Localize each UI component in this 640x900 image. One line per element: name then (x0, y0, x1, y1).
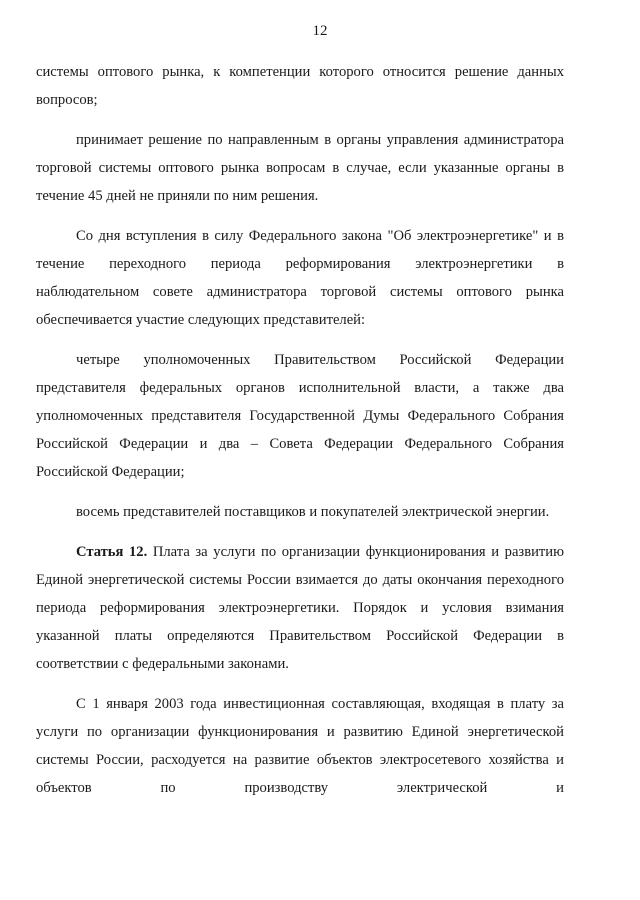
paragraph-decision: принимает решение по направленным в органы управления администратора торговой системы оптового рынка вопросам в случае, если указанные органы в течение 45 дней не приняли по ним решения. (36, 132, 564, 204)
paragraph-supervisory-board: Со дня вступления в силу Федерального закона "Об электроэнергетике" и в течение переходного периода реформирования электроэнергетики в наблюдательном совете администратора торговой системы оптового рынка обеспечивается участие следующих представителей: (36, 228, 564, 328)
paragraph-article-12 (36, 538, 564, 678)
document-body (36, 58, 564, 802)
article-12-text: Плата за услуги по организации функционирования и развитию Единой энергетической системы России взимается до даты окончания переходного периода реформирования электроэнергетики. Порядок и условия взимания указанной платы определяются Правительством Российской Федерации в соответствии с федеральными законами. (36, 544, 564, 672)
article-12-label: Статья 12. (76, 544, 148, 560)
paragraph-market-representatives: восемь представителей поставщиков и покупателей электрической энергии. (76, 504, 550, 520)
paragraph-investment-component: С 1 января 2003 года инвестиционная составляющая, входящая в плату за услуги по организации функционирования и развитию Единой энергетической системы России, расходуется на развитие объектов электросетевого хозяйства и объектов по производству электрической и (36, 696, 564, 796)
page-number: 12 (312, 23, 328, 39)
paragraph-continuation: системы оптового рынка, к компетенции которого относится решение данных вопросов; (36, 64, 564, 108)
paragraph-government-representatives: четыре уполномоченных Правительством Российской Федерации представителя федеральных органов исполнительной власти, а также два уполномоченных представителя Государственной Думы Федерального Собрания Российской Федерации и два – Совета Федерации Федерального Собрания Российской Федерации; (36, 352, 564, 480)
